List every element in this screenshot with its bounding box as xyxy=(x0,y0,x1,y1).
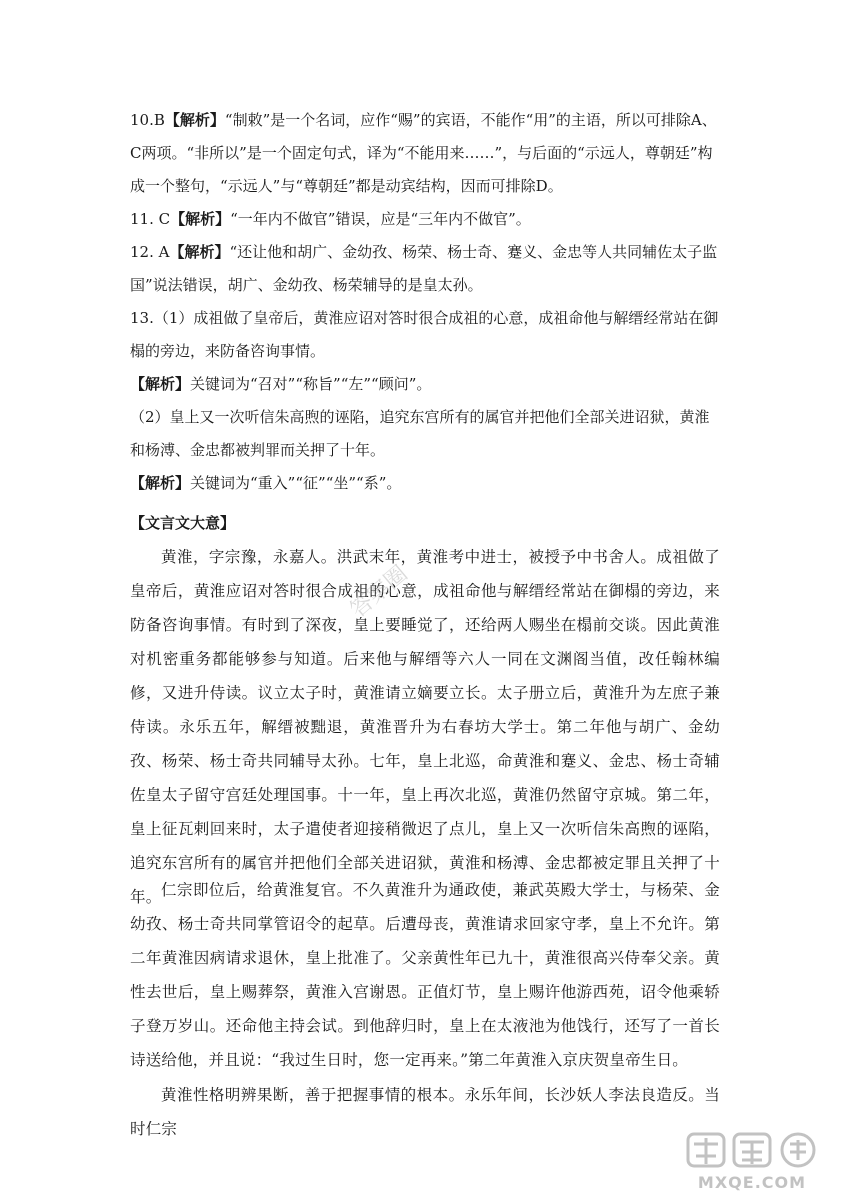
answer-13-analysis-1 xyxy=(130,368,720,401)
answer-text: “制敕”是一个名词，应作“赐”的宾语，不能作“用”的主语，所以可排除A、C两项。“非所以”是一个固定句式，译为“不能用来……”，与后面的“示远人，尊朝廷”构成一个整句，“示远人”与“尊朝廷”都是动宾结构，因而可排除D。 xyxy=(130,111,717,195)
answer-number: 13. xyxy=(130,309,154,327)
analysis-tag: 【解析】 xyxy=(169,243,230,261)
answer-13-part-2 xyxy=(130,401,720,467)
answer-13-part-1 xyxy=(130,302,720,368)
watermark: 答案圈 xyxy=(345,561,413,623)
answer-13-analysis-2 xyxy=(130,467,720,500)
analysis-tag: 【解析】 xyxy=(170,210,231,228)
answer-text: “一年内不做官”错误，应是“三年内不做官”。 xyxy=(230,210,531,228)
answer-number: 10.B xyxy=(130,111,165,129)
answer-number: 12. A xyxy=(130,243,170,261)
answer-11 xyxy=(130,203,720,236)
translation-paragraph-1: 黄淮，字宗豫，永嘉人。洪武末年，黄淮考中进士，被授予中书舍人。成祖做了皇帝后，黄淮应诏对答时很合成祖的心意，成祖命他与解缙经常站在御榻的旁边，来防备咨询事情。有时到了深夜，皇上要睡觉了，还给两人赐坐在榻前交谈。因此黄淮对机密重务都能够参与知道。后来他与解缙等六人一同在文渊阁当值，改任翰林编修，又进升侍读。议立太子时，黄淮请立嫡要立长。太子册立后，黄淮升为左庶子兼侍读。永乐五年，解缙被黜退，黄淮晋升为右春坊大学士。第二年他与胡广、金幼孜、杨荣、杨士奇共同辅导太孙。七年，皇上北巡，命黄淮和蹇义、金忠、杨士奇辅佐皇太子留守宫廷处理国事。十一年，皇上再次北巡，黄淮仍然留守京城。第二年，皇上征瓦剌回来时，太子遣使者迎接稍微迟了点儿，皇上又一次听信朱高煦的诬陷，追究东宫所有的属官并把他们全部关进诏狱，黄淮和杨溥、金忠都被定罪且关押了十年。 xyxy=(130,548,720,906)
answer-10 xyxy=(130,104,720,203)
logo-site-text: MXQE.COM xyxy=(697,1173,807,1192)
translation-paragraph-3: 黄淮性格明辨果断，善于把握事情的根本。永乐年间，长沙妖人李法良造反。当时仁宗 xyxy=(130,1086,720,1138)
analysis-tag: 【解析】 xyxy=(164,111,225,129)
answer-text: 关键词为“召对”“称旨”“左”“顾问”。 xyxy=(190,375,432,393)
answer-text: 关键词为“重入”“征”“坐”“系”。 xyxy=(190,474,402,492)
translation-paragraph-2: 仁宗即位后，给黄淮复官。不久黄淮升为通政使，兼武英殿大学士，与杨荣、金幼孜、杨士奇共同掌管诏令的起草。后遭母丧，黄淮请求回家守孝，皇上不允许。第二年黄淮因病请求退休，皇上批准了。父亲黄性年已九十，黄淮很高兴侍奉父亲。黄性去世后，皇上赐葬祭，黄淮入宫谢恩。正值灯节，皇上赐许他游西苑，诏令他乘轿子登万岁山。还命他主持会试。到他辞归时，皇上在太液池为他饯行，还写了一首长诗送给他，并且说：“我过生日时，您一定再来。”第二年黄淮入京庆贺皇帝生日。 xyxy=(130,881,720,1069)
answer-text: （1）成祖做了皇帝后，黄淮应诏对答时很合成祖的心意，成祖命他与解缙经常站在御榻的旁边，来防备咨询事情。 xyxy=(130,309,719,360)
answer-text: “还让他和胡广、金幼孜、杨荣、杨士奇、蹇义、金忠等人共同辅佐太子监国”说法错误，胡广、金幼孜、杨荣辅导的是皇太孙。 xyxy=(130,243,718,294)
site-logo xyxy=(684,1130,820,1192)
analysis-tag: 【解析】 xyxy=(130,474,191,492)
section-heading: 【文言文大意】 xyxy=(130,514,236,532)
daanquan-logo-icon xyxy=(684,1130,820,1170)
answer-12 xyxy=(130,236,720,302)
analysis-tag: 【解析】 xyxy=(130,375,191,393)
answer-text: （2）皇上又一次听信朱高煦的诬陷，追究东宫所有的属官并把他们全部关进诏狱，黄淮和杨溥、金忠都被判罪而关押了十年。 xyxy=(130,408,710,459)
answer-number: 11. C xyxy=(130,210,171,228)
